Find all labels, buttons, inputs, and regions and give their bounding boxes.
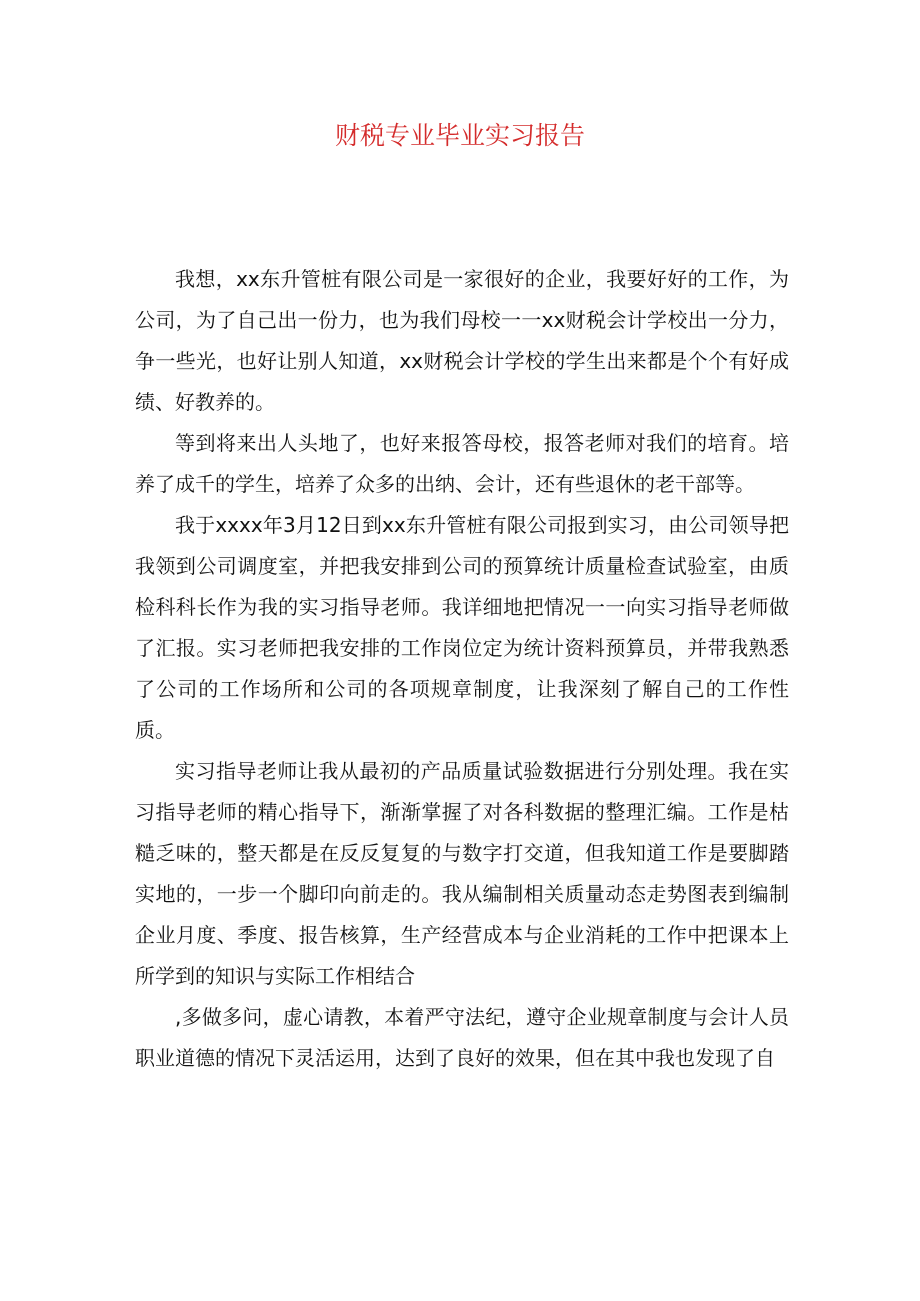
document-title: 财税专业毕业实习报告 — [334, 121, 585, 150]
paragraph-1: 我想，xx东升管桩有限公司是一家很好的企业，我要好好的工作，为公司，为了自己出一份力，也为我们母校一一xx财税会计学校出一分力，争一些光，也好让别人知道，xx财税会计学校的学生出来都是个个有好成绩、好教养的。 — [135, 267, 789, 414]
paragraph-3: 我于xxxx年3月12日到xx东升管桩有限公司报到实习，由公司领导把我领到公司调度室，并把我安排到公司的预算统计质量检查试验室，由质检科科长作为我的实习指导老师。我详细地把情况一一向实习指导老师做了汇报。实习老师把我安排的工作岗位定为统计资料预算员，并带我熟悉了公司的工作场所和公司的各项规章制度，让我深刻了解自己的工作性质。 — [135, 513, 789, 742]
paragraph-4: 实习指导老师让我从最初的产品质量试验数据进行分别处理。我在实习指导老师的精心指导下，渐渐掌握了对各科数据的整理汇编。工作是枯糙乏味的，整天都是在反反复复的与数字打交道，但我知道工作是要脚踏实地的，一步一个脚印向前走的。我从编制相关质量动态走势图表到编制企业月度、季度、报告核算，生产经营成本与企业消耗的工作中把课本上所学到的知识与实际工作相结合 — [135, 759, 789, 988]
paragraph-2: 等到将来出人头地了，也好来报答母校，报答老师对我们的培育。培养了成千的学生，培养了众多的出纳、会计，还有些退休的老干部等。 — [135, 431, 789, 496]
document-body — [135, 259, 789, 1079]
paragraph-5: ,多做多问，虚心请教，本着严守法纪，遵守企业规章制度与会计人员职业道德的情况下灵活运用，达到了良好的效果，但在其中我也发现了自 — [135, 1005, 789, 1070]
